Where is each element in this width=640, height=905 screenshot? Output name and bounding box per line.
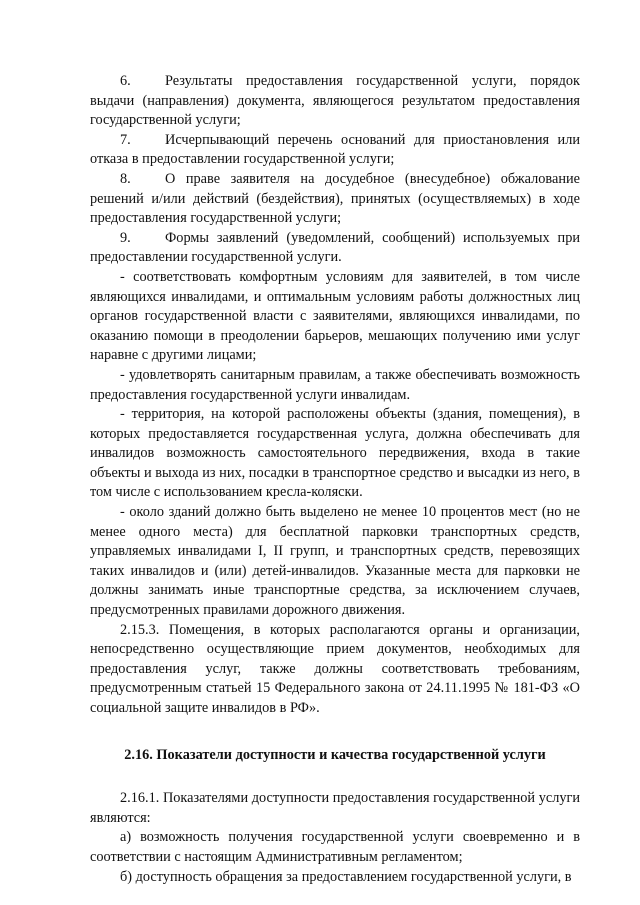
list-item-text: Результаты предоставления государственной услуги, порядок выдачи (направления) документа, являющегося результатом предоставления государственной услуги; xyxy=(90,73,580,129)
bullet-paragraph: - территория, на которой расположены объекты (здания, помещения), в которых предоставляется государственная услуга, должна обеспечивать для инвалидов возможность самостоятельного передвижения, входа в такие объекты и выхода из них, посадки в транспортное средство и высадки из него, в том числе с использованием кресла-коляски. xyxy=(90,406,580,501)
list-item-number: 6. xyxy=(120,73,131,89)
document-page xyxy=(90,72,580,887)
list-item-text: Исчерпывающий перечень оснований для приостановления или отказа в предоставлении государственной услуги; xyxy=(90,131,580,168)
list-item-number: 9. xyxy=(120,229,131,246)
bullet-paragraph: - удовлетворять санитарным правилам, а также обеспечивать возможность предоставления государственной услуги инвалидам. xyxy=(90,366,580,403)
list-item-text: О праве заявителя на досудебное (внесудебное) обжалование решений и/или действий (бездействия), принятых (осуществляемых) в ходе предоставления государственной услуги; xyxy=(90,170,580,227)
bullet-paragraph: - около зданий должно быть выделено не менее 10 процентов мест (но не менее одного места) для бесплатной парковки транспортных средств, управляемых инвалидами I, II групп, и транспортных средств, перевозящих таких инвалидов и (или) детей-инвалидов. Указанные места для парковки не должны занимать иные транспортные средства, за исключением случаев, предусмотренных правилами дорожного движения. xyxy=(90,504,580,619)
list-item xyxy=(90,229,580,268)
list-item-number: 8. xyxy=(120,170,131,187)
paragraph-2-16-1: 2.16.1. Показателями доступности предоставления государственной услуги являются: xyxy=(90,790,580,826)
paragraph-b: б) доступность обращения за предоставлением государственной услуги, в xyxy=(120,868,572,885)
list-item xyxy=(90,72,580,131)
paragraph-2-15-3: 2.15.3. Помещения, в которых располагаются органы и организации, непосредственно осуществляющие прием документов, необходимых для предоставления услуг, также должны соответствовать требованиям, предусмотренным статьей 15 Федерального закона от 24.11.1995 № 181-ФЗ «О социальной защите инвалидов в РФ». xyxy=(90,621,580,716)
list-item-text: Формы заявлений (уведомлений, сообщений) используемых при предоставлении государственной услуги. xyxy=(90,229,580,266)
paragraph-a: а) возможность получения государственной услуги своевременно и в соответствии с настоящим Административным регламентом; xyxy=(90,829,580,865)
list-item xyxy=(90,170,580,229)
list-item xyxy=(90,131,580,170)
list-item-number: 7. xyxy=(120,131,131,148)
bullet-paragraph: - соответствовать комфортным условиям для заявителей, в том числе являющихся инвалидами, и оптимальным условиям работы должностных лиц органов государственной власти с заявителями, являющихся инвалидами, по оказанию помощи в преодолении барьеров, мешающих получению ими услуг наравне с другими лицами; xyxy=(90,268,580,364)
section-heading: 2.16. Показатели доступности и качества государственной услуги xyxy=(124,746,546,763)
